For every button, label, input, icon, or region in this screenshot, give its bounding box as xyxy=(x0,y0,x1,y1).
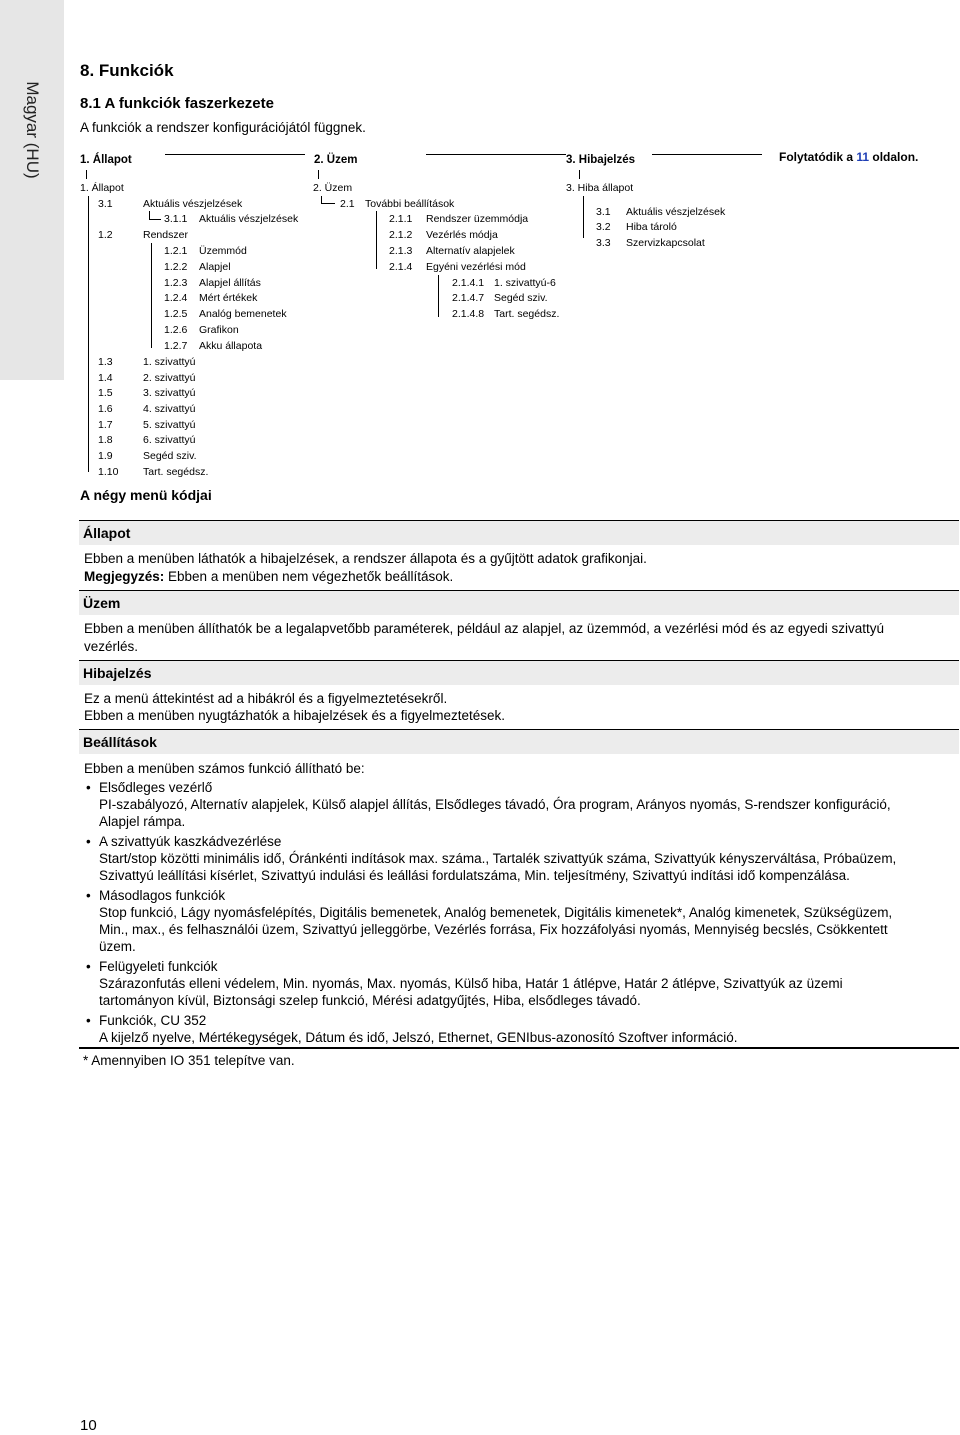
bullet-icon: • xyxy=(86,888,91,903)
tree-item[interactable]: Mért értékek xyxy=(199,292,258,304)
tree-item[interactable]: 6. szivattyú xyxy=(143,434,196,446)
tree-code: 2.1.4.7 xyxy=(452,292,485,304)
tree-item[interactable]: Rendszer üzemmódja xyxy=(426,213,529,225)
tree-code: 1.6 xyxy=(98,403,113,415)
tree-code: 1.2.6 xyxy=(164,324,188,336)
tree-item[interactable]: 1. szivattyú xyxy=(143,356,196,368)
tree-code: 1.2.5 xyxy=(164,308,188,320)
bullet-text: Szárazonfutás elleni védelem, Min. nyomás, Max. nyomás, Külső hiba, Határ 1 átlépve, Határ 2 átlépve, Szivattyúk az üzemi xyxy=(99,976,843,991)
tree-header-uzem: 2. Üzem xyxy=(314,154,358,166)
tree-code: 2.1.4 xyxy=(389,261,413,273)
bullet-text: Start/stop közötti minimális idő, Óránkénti indítások max. száma., Tartalék szivattyúk száma, Szivattyúk kényszerváltása, Próbaüzem, xyxy=(99,851,897,866)
tree-header-hiba: 3. Hibajelzés xyxy=(566,154,636,166)
tree-connector xyxy=(318,170,319,179)
tree-code: 1.2.3 xyxy=(164,277,188,289)
bullet-text: Alapjel rámpa. xyxy=(99,814,186,829)
tree-item[interactable]: Akku állapota xyxy=(199,340,263,352)
tree-item[interactable]: Rendszer xyxy=(143,229,188,241)
bullet-title: Elsődleges vezérlő xyxy=(99,780,213,795)
bullet-title: Másodlagos funkciók xyxy=(99,888,226,903)
tree-item[interactable]: 1. szivattyú-6 xyxy=(494,277,556,289)
tree-code: 1.2.7 xyxy=(164,340,188,352)
footnote: * Amennyiben IO 351 telepítve van. xyxy=(83,1053,295,1068)
tree-root-hiba: 3. Hiba állapot xyxy=(566,182,634,194)
tree-item[interactable]: 2. szivattyú xyxy=(143,372,196,384)
tree-code: 1.9 xyxy=(98,450,113,462)
page-title: 8. Funkciók xyxy=(80,61,174,80)
tree-connector xyxy=(149,219,161,220)
section-text: Ez a menü áttekintést ad a hibákról és a figyelmeztetésekről. xyxy=(84,691,448,706)
intro-text: A funkciók a rendszer konfigurációjától függnek. xyxy=(80,120,366,135)
section-subtitle: 8.1 A funkciók faszerkezete xyxy=(80,95,274,112)
note-label: Megjegyzés: xyxy=(84,569,165,584)
tree-item[interactable]: Alternatív alapjelek xyxy=(426,245,515,257)
bullet-icon: • xyxy=(86,780,91,795)
section-text: vezérlés. xyxy=(84,639,139,654)
bullet-icon: • xyxy=(86,834,91,849)
section-text: Ebben a menüben állíthatók be a legalapvetőbb paraméterek, például az alapjel, az üzemmód, a vezérlési mód és az egyedi szivattyú xyxy=(84,621,884,636)
tree-connector xyxy=(583,196,584,238)
bullet-title: A szivattyúk kaszkádvezérlése xyxy=(99,834,282,849)
section-header-uzem xyxy=(79,590,959,615)
bullet-text: A kijelző nyelve, Mértékegységek, Dátum és idő, Jelszó, Ethernet, GENIbus-azonosító Szoftver információ. xyxy=(99,1030,738,1045)
bullet-text: Szivattyú leállítási kísérlet, Szivattyú indulási és leállási fordulatszáma, Min. teljesítmény, Szivattyú indítási idő kompenzálása. xyxy=(99,868,850,883)
continued-page-link[interactable]: 11 xyxy=(856,150,870,164)
tree-code: 2.1.4.8 xyxy=(452,308,485,320)
tree-item[interactable]: 3. szivattyú xyxy=(143,387,196,399)
tree-item[interactable]: Egyéni vezérlési mód xyxy=(426,261,526,273)
tree-item[interactable]: Alapjel xyxy=(199,261,231,273)
tree-item[interactable]: Tart. segédsz. xyxy=(494,308,560,320)
bullet-text: Stop funkció, Lágy nyomásfelépítés, Digitális bemenetek, Analóg bemenetek, Digitális kimenetek*, Analóg kimenetek, Szükségüzem, xyxy=(99,905,893,920)
page-number: 10 xyxy=(80,1417,97,1434)
header-rule xyxy=(426,154,566,155)
tree-code: 1.2.2 xyxy=(164,261,188,273)
tree-header-allapot: 1. Állapot xyxy=(80,154,132,166)
tree-code: 1.3 xyxy=(98,356,113,368)
tree-code: 3.1 xyxy=(596,206,611,218)
tree-code: 2.1.2 xyxy=(389,229,413,241)
section-header-hiba xyxy=(79,660,959,685)
section-text: Ebben a menüben számos funkció állítható be: xyxy=(84,761,365,776)
bullet-text: PI-szabályozó, Alternatív alapjelek, Külső alapjel állítás, Elsődleges távadó, Óra program, Arányos nyomás, S-rendszer konfiguráció, xyxy=(99,797,891,812)
tree-code: 3.1 xyxy=(98,198,113,210)
tree-code: 1.10 xyxy=(98,466,119,478)
tree-code: 1.5 xyxy=(98,387,113,399)
bullet-text: Min., max., és felhasználói üzem, Szivattyú jelleggörbe, Vezérlés forrása, Fix hozzáfolyási nyomás, Mennyiség becslés, Csökkentett xyxy=(99,922,888,937)
bullet-icon: • xyxy=(86,1013,91,1028)
section-title: Állapot xyxy=(83,525,131,541)
footnote-divider xyxy=(79,1047,959,1049)
tree-item[interactable]: Szervizkapcsolat xyxy=(626,237,705,249)
tree-code: 3.2 xyxy=(596,221,611,233)
tree-code: 2.1.3 xyxy=(389,245,413,257)
tree-connector xyxy=(88,196,89,472)
tree-item[interactable]: Tart. segédsz. xyxy=(143,466,209,478)
section-header-allapot xyxy=(79,520,959,545)
tree-item[interactable]: Aktuális vészjelzések xyxy=(626,206,726,218)
tree-item[interactable]: Grafikon xyxy=(199,324,239,336)
tree-item[interactable]: Segéd sziv. xyxy=(494,292,548,304)
continued-note xyxy=(779,150,918,164)
tree-root-uzem: 2. Üzem xyxy=(313,182,353,194)
tree-code: 2.1.4.1 xyxy=(452,277,485,289)
tree-connector xyxy=(86,170,87,179)
bullet-title: Felügyeleti funkciók xyxy=(99,959,218,974)
tree-code: 1.8 xyxy=(98,434,113,446)
tree-item[interactable]: Vezérlés módja xyxy=(426,229,498,241)
tree-item[interactable]: Aktuális vészjelzések xyxy=(199,213,299,225)
tree-item[interactable]: Analóg bemenetek xyxy=(199,308,287,320)
tree-item[interactable]: Üzemmód xyxy=(199,245,247,257)
tree-code: 3.3 xyxy=(596,237,611,249)
tree-connector xyxy=(321,203,335,204)
bullet-title: Funkciók, CU 352 xyxy=(99,1013,207,1028)
continued-suffix: oldalon. xyxy=(869,150,919,164)
language-side-tab xyxy=(0,0,64,380)
tree-code: 3.1.1 xyxy=(164,213,188,225)
codes-title: A négy menü kódjai xyxy=(80,487,212,503)
tree-connector xyxy=(151,243,152,348)
bullet-icon: • xyxy=(86,959,91,974)
tree-code: 1.4 xyxy=(98,372,113,384)
tree-code: 1.7 xyxy=(98,419,113,431)
tree-item[interactable]: Aktuális vészjelzések xyxy=(143,198,243,210)
language-label: Magyar (HU) xyxy=(23,81,42,179)
tree-connector xyxy=(438,275,439,317)
tree-item[interactable]: További beállítások xyxy=(365,198,455,210)
tree-item[interactable]: 4. szivattyú xyxy=(143,403,196,415)
tree-code: 2.1.1 xyxy=(389,213,413,225)
tree-connector xyxy=(376,211,377,269)
tree-code: 2.1 xyxy=(340,198,355,210)
tree-item[interactable]: Segéd sziv. xyxy=(143,450,197,462)
section-text: Ebben a menüben nyugtázhatók a hibajelzések és a figyelmeztetések. xyxy=(84,708,506,723)
section-title: Beállítások xyxy=(83,734,157,750)
note-line xyxy=(84,568,453,586)
tree-item[interactable]: Hiba tároló xyxy=(626,221,677,233)
section-text: Ebben a menüben láthatók a hibajelzések, a rendszer állapota és a gyűjtött adatok grafikonjai. xyxy=(84,551,647,566)
tree-item[interactable]: 5. szivattyú xyxy=(143,419,196,431)
note-text: Ebben a menüben nem végezhetők beállítások. xyxy=(164,569,454,584)
header-rule xyxy=(652,154,762,155)
tree-root-allapot: 1. Állapot xyxy=(80,182,124,194)
section-header-beallitasok xyxy=(79,729,959,754)
tree-code: 1.2.1 xyxy=(164,245,188,257)
section-title: Üzem xyxy=(83,595,121,611)
tree-connector xyxy=(579,170,580,179)
tree-item[interactable]: Alapjel állítás xyxy=(199,277,261,289)
bullet-text: üzem. xyxy=(99,939,136,954)
section-title: Hibajelzés xyxy=(83,665,152,681)
bullet-text: tartományon kívül, Biztonsági szelep funkció, Mérési adatgyűjtés, Hiba, elsődleges távadó. xyxy=(99,993,641,1008)
tree-code: 1.2.4 xyxy=(164,292,188,304)
header-rule xyxy=(165,154,305,155)
tree-code: 1.2 xyxy=(98,229,113,241)
continued-prefix: Folytatódik a xyxy=(779,150,857,164)
